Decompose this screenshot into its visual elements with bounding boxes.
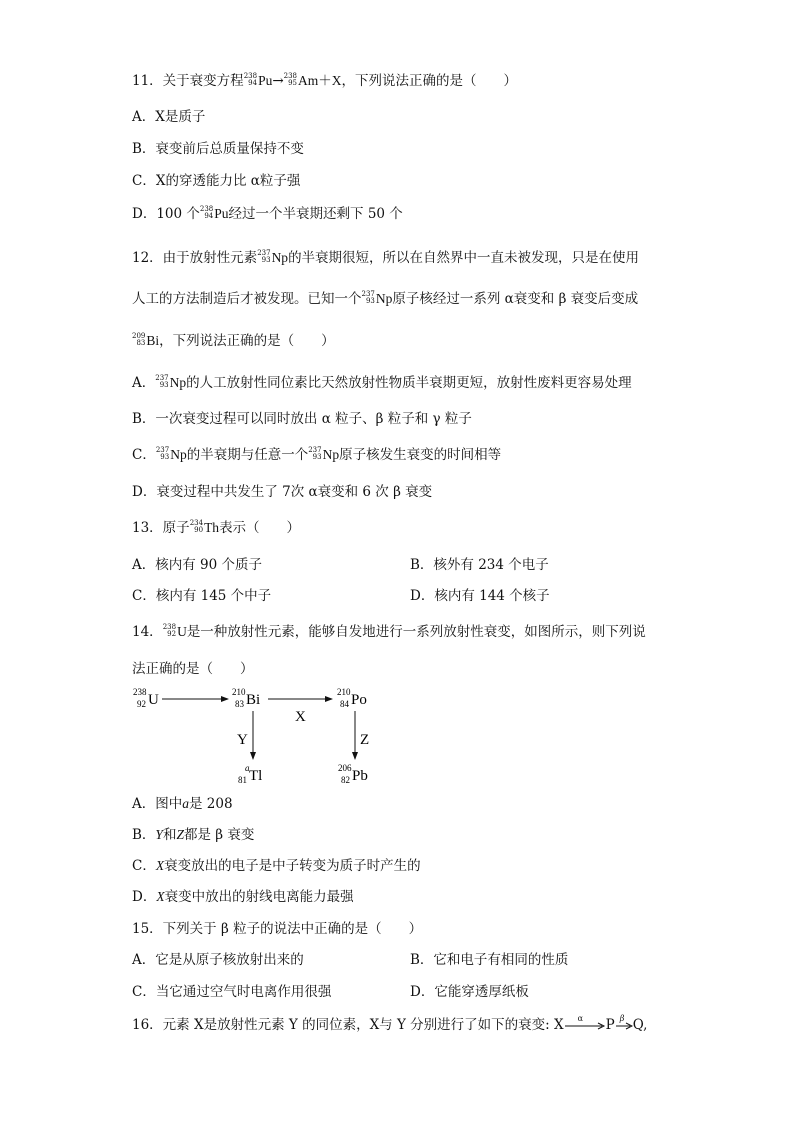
q13-option-b: B．核外有 234 个电子 — [410, 557, 549, 573]
diagram-bi-symbol: Bi — [246, 692, 261, 708]
nuclide-np: 237 93 Np — [361, 289, 393, 306]
q14-stem-line1: 14． 238 92 U是一种放射性元素，能够自发地进行一系列放射性衰变，如图所示，则下列说 — [132, 622, 646, 640]
q12-option-b: B．一次衰变过程可以同时放出 α 粒子、β 粒子和 γ 粒子 — [132, 411, 472, 427]
diagram-pb-symbol: Pb — [352, 768, 368, 784]
label-z: Z — [360, 732, 370, 748]
q15-stem: 15．下列关于 β 粒子的说法中正确的是（ ） — [132, 921, 423, 937]
q11-stem — [132, 72, 517, 90]
diagram-tl-mass: a — [245, 763, 250, 773]
q12-stem-line3: 209 83 Bi，下列说法正确的是（ ） — [132, 331, 335, 349]
diagram-tl-symbol: Tl — [249, 768, 263, 784]
q14-option-b: B．Y和Z都是 β 衰变 — [132, 827, 255, 843]
q14-option-a: A．图中a是 208 — [132, 796, 233, 812]
diagram-po-mass: 210 — [337, 687, 351, 697]
q11-option-b: B．衰变前后总质量保持不变 — [132, 141, 304, 157]
q15-option-c: C．当它通过空气时电离作用很强 — [132, 984, 332, 1000]
diagram-pb-mass: 206 — [338, 763, 352, 773]
decay-arrow-beta: β — [615, 1019, 633, 1033]
q14-option-c: C．X衰变放出的电子是中子转变为质子时产生的 — [132, 858, 421, 874]
nuclide-np: 237 93 Np — [155, 373, 187, 390]
decay-diagram — [128, 683, 388, 793]
diagram-pb-z: 82 — [341, 775, 350, 785]
label-x: X — [295, 709, 306, 725]
nuclide-pu: 238 94 Pu — [243, 71, 273, 88]
diagram-po-z: 84 — [340, 699, 349, 709]
q11-stem-text: 11．关于衰变方程 — [132, 73, 244, 89]
diagram-bi-z: 83 — [235, 699, 244, 709]
q12-option-c: C． 237 93 Np的半衰期与任意一个 237 93 Np原子核发生衰变的时间相等 — [132, 445, 502, 463]
nuclide-np: 237 93 Np — [257, 248, 289, 265]
q11-option-c: C．X的穿透能力比 α粒子强 — [132, 173, 301, 189]
nuclide-np: 237 93 Np — [308, 445, 340, 462]
diagram-u-mass: 238 — [133, 687, 147, 697]
nuclide-bi: 209 83 Bi — [132, 331, 160, 348]
q15-option-a: A．它是从原子核放射出来的 — [132, 952, 304, 968]
label-y: Y — [237, 732, 248, 748]
q11-option-d: D．100 个 238 94 Pu经过一个半衰期还剩下 50 个 — [132, 204, 403, 222]
q13-option-d: D．核内有 144 个核子 — [410, 588, 550, 604]
q11-stem-end: ，下列说法正确的是（ ） — [341, 73, 518, 89]
nuclide-u: 238 92 U — [162, 622, 187, 639]
diagram-u-symbol: U — [148, 692, 159, 708]
nuclide-am: 238 95 Am＋X — [283, 71, 342, 88]
q11-option-a: A．X是质子 — [132, 109, 206, 125]
q12-option-d: D．衰变过程中共发生了 7次 α衰变和 6 次 β 衰变 — [132, 484, 433, 500]
nuclide-th: 234 90 Th — [189, 518, 220, 535]
diagram-bi-mass: 210 — [232, 687, 246, 697]
decay-arrow-alpha: α — [564, 1019, 606, 1033]
reaction-arrow: → — [272, 73, 284, 89]
diagram-tl-z: 81 — [238, 775, 247, 785]
q15-option-b: B．它和电子有相同的性质 — [410, 952, 569, 968]
q12-stem-line2: 人工的方法制造后才被发现。已知一个 237 93 Np原子核经过一系列 α衰变和 β 衰变后变成 — [132, 289, 639, 307]
q13-stem: 13．原子 234 90 Th表示（ ） — [132, 518, 301, 536]
q14-stem-line2: 法正确的是（ ） — [132, 661, 254, 677]
q16-stem: 16．元素 X是放射性元素 Y 的同位素，X与 Y 分别进行了如下的衰变: X α P β Q, — [132, 1013, 648, 1033]
nuclide-pu: 238 94 Pu — [199, 204, 229, 221]
diagram-u-z: 92 — [137, 699, 146, 709]
q15-option-d: D．它能穿透厚纸板 — [410, 984, 529, 1000]
q12-option-a: A． 237 93 Np的人工放射性同位素比天然放射性物质半衰期更短，放射性废料更容易处理 — [132, 373, 632, 391]
q14-option-d: D．X衰变中放出的射线电离能力最强 — [132, 889, 354, 905]
q13-option-c: C．核内有 145 个中子 — [132, 588, 272, 604]
q13-option-a: A．核内有 90 个质子 — [132, 557, 263, 573]
nuclide-np: 237 93 Np — [155, 445, 187, 462]
q12-stem-line1: 12．由于放射性元素 237 93 Np的半衰期很短，所以在自然界中一直未被发现，只是在使用 — [132, 248, 640, 266]
diagram-po-symbol: Po — [351, 692, 367, 708]
